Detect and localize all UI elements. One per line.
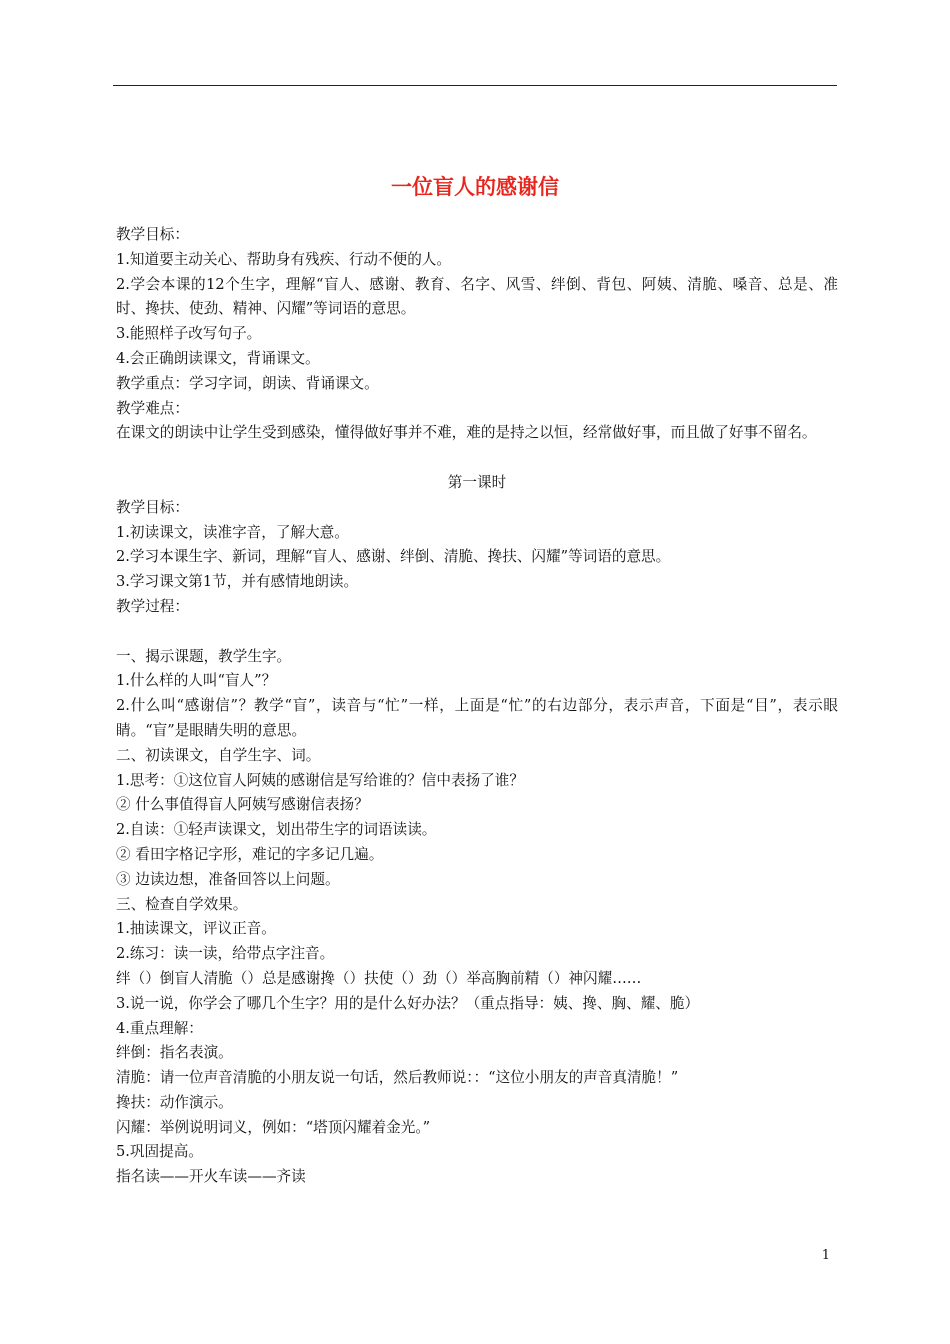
text-line: 4.重点理解：: [116, 1019, 203, 1037]
document-body: [116, 223, 838, 1190]
text-line: 二、初读课文，自学生字、词。: [116, 746, 321, 764]
text-line: 教学过程：: [116, 597, 189, 615]
text-line: 3.能照样子改写句子。: [116, 325, 262, 343]
text-line: 2.学习本课生字、新词，理解“盲人、感谢、绊倒、清脆、搀扶、闪耀”等词语的意思。: [116, 548, 671, 566]
document-title: 一位盲人的感谢信: [391, 175, 559, 199]
text-line: 1.抽读课文，评议正音。: [116, 920, 276, 938]
text-line: 2.练习：读一读，给带点字注音。: [116, 945, 335, 963]
text-line: 教学目标：: [116, 498, 189, 516]
header-rule: [113, 85, 837, 86]
text-line: 教学难点：: [116, 399, 189, 417]
page-number: 1: [821, 1248, 830, 1263]
text-line: 3.学习课文第1节，并有感情地朗读。: [116, 573, 359, 591]
text-line: 三、检查自学效果。: [116, 895, 248, 913]
text-line: ② 什么事值得盲人阿姨写感谢信表扬？: [116, 796, 369, 814]
text-line: 在课文的朗读中让学生受到感染，懂得做好事并不难，难的是持之以恒，经常做好事，而且做了好事不留名。: [116, 424, 817, 442]
text-line: 教学重点：学习字词，朗读、背诵课文。: [116, 374, 379, 392]
text-line: 清脆：请一位声音清脆的小朋友说一句话，然后教师说：：“这位小朋友的声音真清脆！”: [116, 1069, 679, 1087]
text-line: 1.思考：①这位盲人阿姨的感谢信是写给谁的？信中表扬了谁？: [116, 771, 524, 789]
text-line: ③ 边读边想，准备回答以上问题。: [116, 870, 340, 888]
text-line: 1.知道要主动关心、帮助身有残疾、行动不便的人。: [116, 250, 451, 268]
text-line: 1.什么样的人叫“盲人”？: [116, 672, 277, 690]
blank-line: [116, 620, 838, 645]
text-line: 4.会正确朗读课文，背诵课文。: [116, 349, 320, 367]
text-line: 1.初读课文，读准字音，了解大意。: [116, 523, 349, 541]
text-line: 2.学会本课的12个生字，理解“盲人、感谢、教育、名字、风雪、绊倒、背包、阿姨、清脆、嗓音、总是、准时、搀扶、使劲、精神、闪耀”等词语的意思。: [116, 275, 838, 318]
blank-line: [116, 446, 838, 471]
text-line: ② 看田字格记字形，难记的字多记几遍。: [116, 845, 384, 863]
text-line: 3.说一说，你学会了哪几个生字？用的是什么好办法？（重点指导：姨、搀、胸、耀、脆）: [116, 994, 700, 1012]
text-line: 5.巩固提高。: [116, 1143, 203, 1161]
text-line: 绊（）倒盲人清脆（）总是感谢搀（）扶使（）劲（）举高胸前精（）神闪耀……: [116, 969, 642, 987]
text-line: 2.什么叫“感谢信”？教学“盲”，读音与“忙”一样，上面是“忙”的右边部分，表示声音，下面是“目”，表示眼睛。“盲”是眼睛失明的意思。: [116, 697, 838, 739]
text-line: 教学目标：: [116, 226, 189, 243]
text-line: 闪耀：举例说明词义，例如：“塔顶闪耀着金光。”: [116, 1118, 431, 1136]
text-line: 指名读——开火车读——齐读: [116, 1168, 306, 1186]
section-heading: 第一课时: [447, 473, 507, 491]
text-line: 一、揭示课题，教学生字。: [116, 647, 292, 665]
text-line: 绊倒：指名表演。: [116, 1044, 233, 1062]
text-line: 2.自读：①轻声读课文，划出带生字的词语读读。: [116, 821, 437, 839]
text-line: 搀扶：动作演示。: [116, 1093, 233, 1111]
